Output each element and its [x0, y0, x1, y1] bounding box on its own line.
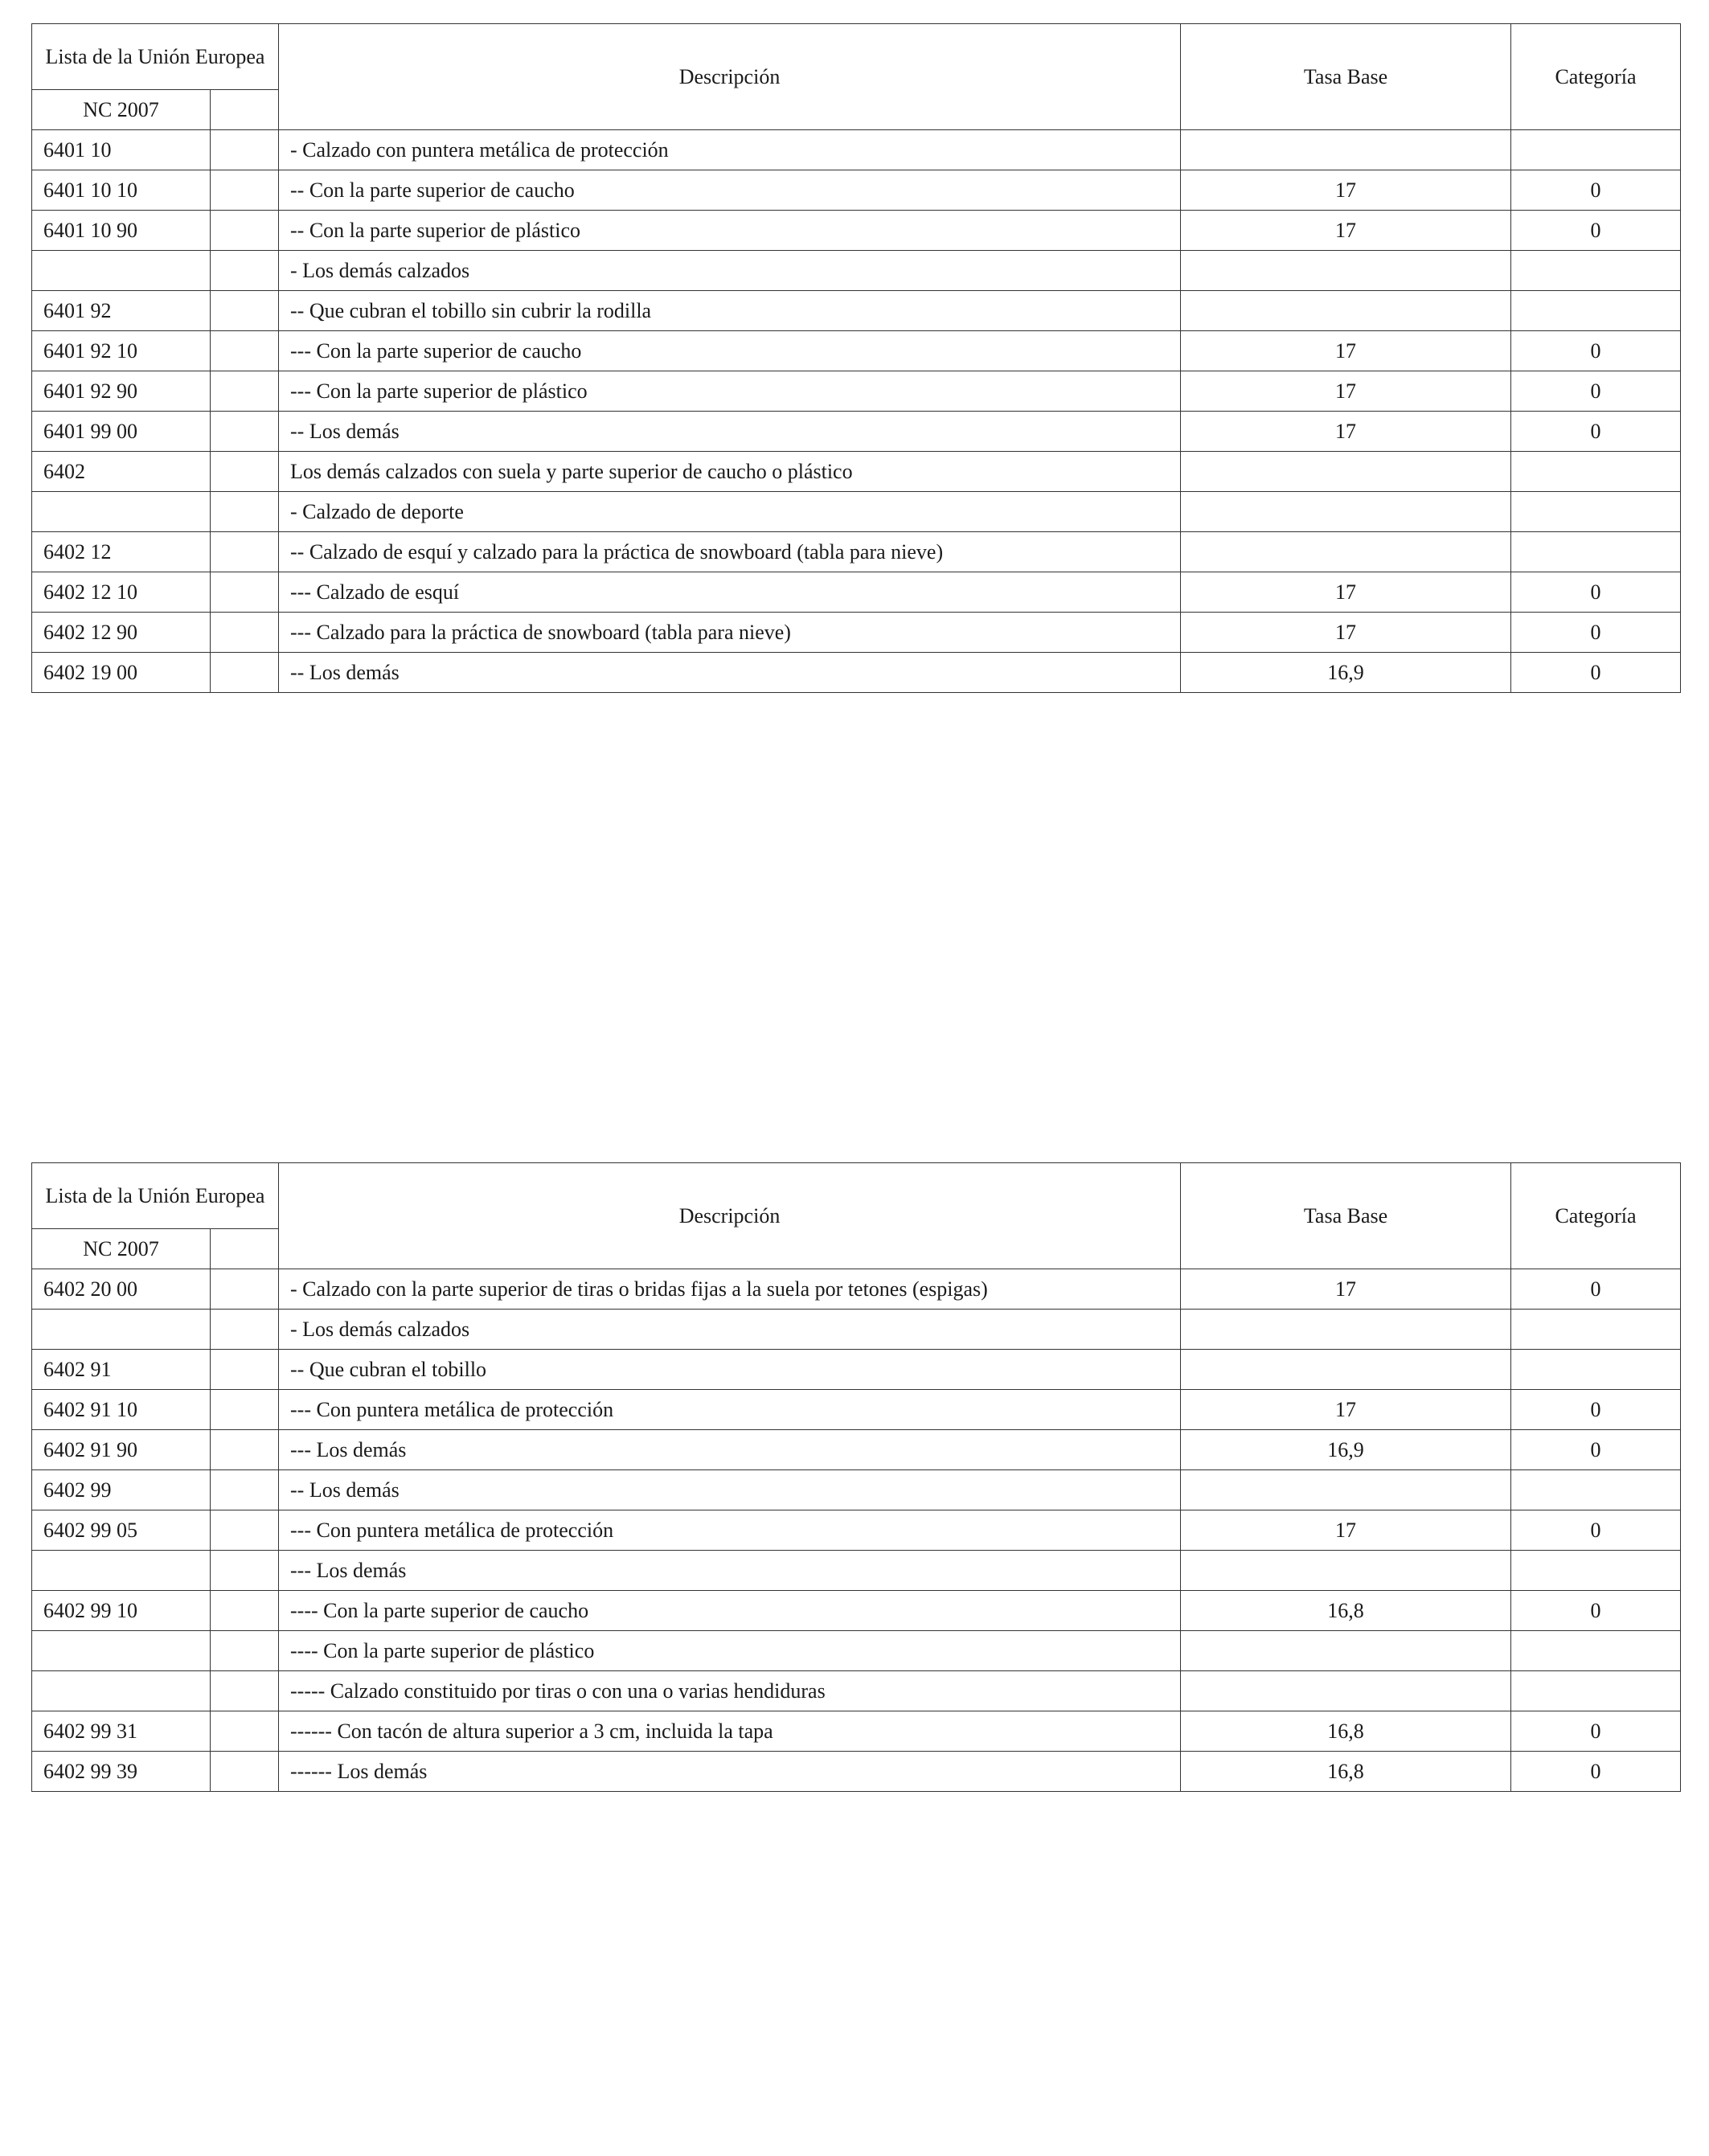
category-cell: 0 [1511, 1711, 1681, 1752]
category-cell: 0 [1511, 1752, 1681, 1792]
blank-cell [211, 1310, 279, 1350]
description-cell: -- Que cubran el tobillo [279, 1350, 1181, 1390]
base-rate-cell: 16,8 [1181, 1711, 1511, 1752]
base-rate-cell [1181, 1310, 1511, 1350]
base-rate-cell: 17 [1181, 613, 1511, 653]
nc-code-cell: 6402 91 90 [32, 1430, 211, 1470]
category-cell [1511, 1671, 1681, 1711]
base-rate-cell: 17 [1181, 1269, 1511, 1310]
nc-code-cell [32, 1631, 211, 1671]
description-cell: -- Con la parte superior de caucho [279, 170, 1181, 211]
category-cell [1511, 452, 1681, 492]
base-rate-cell [1181, 251, 1511, 291]
table-row [32, 452, 1681, 492]
blank-cell [211, 291, 279, 331]
base-rate-cell [1181, 1470, 1511, 1510]
table-row [32, 291, 1681, 331]
table-row [32, 1430, 1681, 1470]
blank-cell [211, 452, 279, 492]
nc-code-cell: 6402 12 90 [32, 613, 211, 653]
base-rate-cell: 17 [1181, 170, 1511, 211]
blank-cell [211, 653, 279, 693]
nc-code-cell: 6401 10 [32, 130, 211, 170]
description-cell: ---- Con la parte superior de plástico [279, 1631, 1181, 1671]
nc-code-cell [32, 1551, 211, 1591]
table-row [32, 1551, 1681, 1591]
category-cell: 0 [1511, 653, 1681, 693]
nc-code-cell: 6402 20 00 [32, 1269, 211, 1310]
blank-cell [211, 1470, 279, 1510]
base-rate-cell: 17 [1181, 331, 1511, 371]
base-rate-cell: 17 [1181, 1510, 1511, 1551]
base-rate-cell [1181, 291, 1511, 331]
description-header: Descripción [279, 24, 1181, 130]
nc-code-cell [32, 1671, 211, 1711]
nc-header: NC 2007 [32, 1229, 211, 1269]
table-row [32, 251, 1681, 291]
description-cell: --- Con puntera metálica de protección [279, 1390, 1181, 1430]
category-cell [1511, 1551, 1681, 1591]
description-cell: --- Los demás [279, 1551, 1181, 1591]
nc-code-cell: 6402 99 05 [32, 1510, 211, 1551]
category-cell: 0 [1511, 211, 1681, 251]
category-header: Categoría [1511, 24, 1681, 130]
base-rate-cell: 17 [1181, 211, 1511, 251]
blank-cell [211, 613, 279, 653]
category-cell [1511, 1350, 1681, 1390]
nc-code-cell: 6402 19 00 [32, 653, 211, 693]
blank-cell [211, 1390, 279, 1430]
description-cell: ------ Con tacón de altura superior a 3 cm, incluida la tapa [279, 1711, 1181, 1752]
nc-code-cell: 6402 12 10 [32, 572, 211, 613]
blank-cell [211, 1671, 279, 1711]
nc-code-cell: 6402 91 [32, 1350, 211, 1390]
category-cell: 0 [1511, 1510, 1681, 1551]
base-rate-cell: 16,8 [1181, 1591, 1511, 1631]
table-row [32, 532, 1681, 572]
nc-code-cell: 6401 10 90 [32, 211, 211, 251]
blank-cell [211, 1711, 279, 1752]
blank-cell [211, 572, 279, 613]
nc-code-cell: 6401 99 00 [32, 412, 211, 452]
table-row [32, 1671, 1681, 1711]
description-cell: - Los demás calzados [279, 1310, 1181, 1350]
base-rate-cell: 17 [1181, 412, 1511, 452]
tariff-table-2 [31, 1162, 1681, 1792]
description-cell: -- Con la parte superior de plástico [279, 211, 1181, 251]
blank-header [211, 1229, 279, 1269]
table-row [32, 331, 1681, 371]
base-rate-cell [1181, 452, 1511, 492]
nc-code-cell [32, 492, 211, 532]
nc-code-cell: 6402 91 10 [32, 1390, 211, 1430]
blank-cell [211, 1510, 279, 1551]
blank-cell [211, 331, 279, 371]
category-cell [1511, 1470, 1681, 1510]
description-cell: - Calzado con la parte superior de tiras o bridas fijas a la suela por tetones (espigas) [279, 1269, 1181, 1310]
table-row [32, 1711, 1681, 1752]
category-cell: 0 [1511, 371, 1681, 412]
category-cell: 0 [1511, 1591, 1681, 1631]
base-rate-cell [1181, 130, 1511, 170]
description-cell: --- Los demás [279, 1430, 1181, 1470]
base-rate-cell [1181, 532, 1511, 572]
table-row [32, 492, 1681, 532]
category-cell: 0 [1511, 572, 1681, 613]
tariff-table-1 [31, 23, 1681, 693]
blank-cell [211, 371, 279, 412]
nc-code-cell: 6402 99 39 [32, 1752, 211, 1792]
base-rate-cell: 16,9 [1181, 653, 1511, 693]
nc-code-cell: 6401 10 10 [32, 170, 211, 211]
category-cell [1511, 1631, 1681, 1671]
description-cell: ----- Calzado constituido por tiras o con una o varias hendiduras [279, 1671, 1181, 1711]
blank-cell [211, 1350, 279, 1390]
table-row [32, 613, 1681, 653]
table-2-body [32, 1269, 1681, 1792]
category-cell: 0 [1511, 1269, 1681, 1310]
blank-cell [211, 1430, 279, 1470]
base-rate-header: Tasa Base [1181, 24, 1511, 130]
list-header: Lista de la Unión Europea [32, 1163, 279, 1229]
nc-code-cell: 6402 99 10 [32, 1591, 211, 1631]
nc-code-cell: 6402 12 [32, 532, 211, 572]
blank-cell [211, 1591, 279, 1631]
category-cell: 0 [1511, 412, 1681, 452]
description-cell: ---- Con la parte superior de caucho [279, 1591, 1181, 1631]
blank-cell [211, 130, 279, 170]
base-rate-header: Tasa Base [1181, 1163, 1511, 1269]
category-cell: 0 [1511, 613, 1681, 653]
table-row [32, 653, 1681, 693]
table-row [32, 211, 1681, 251]
table-row [32, 1510, 1681, 1551]
table-row [32, 130, 1681, 170]
description-cell: --- Con la parte superior de plástico [279, 371, 1181, 412]
category-cell: 0 [1511, 1430, 1681, 1470]
description-cell: --- Con la parte superior de caucho [279, 331, 1181, 371]
base-rate-cell: 17 [1181, 1390, 1511, 1430]
blank-cell [211, 170, 279, 211]
nc-code-cell: 6402 [32, 452, 211, 492]
description-cell: -- Los demás [279, 412, 1181, 452]
description-cell: --- Calzado para la práctica de snowboard (tabla para nieve) [279, 613, 1181, 653]
table-row [32, 1390, 1681, 1430]
category-cell [1511, 130, 1681, 170]
table-row [32, 371, 1681, 412]
nc-code-cell: 6401 92 90 [32, 371, 211, 412]
table-row [32, 412, 1681, 452]
table-row [32, 1310, 1681, 1350]
blank-cell [211, 1631, 279, 1671]
base-rate-cell: 16,8 [1181, 1752, 1511, 1792]
blank-cell [211, 1269, 279, 1310]
base-rate-cell [1181, 1631, 1511, 1671]
description-cell: - Los demás calzados [279, 251, 1181, 291]
base-rate-cell [1181, 1551, 1511, 1591]
base-rate-cell [1181, 492, 1511, 532]
table-row [32, 1350, 1681, 1390]
category-header: Categoría [1511, 1163, 1681, 1269]
description-cell: -- Calzado de esquí y calzado para la práctica de snowboard (tabla para nieve) [279, 532, 1181, 572]
description-cell: -- Los demás [279, 653, 1181, 693]
base-rate-cell: 16,9 [1181, 1430, 1511, 1470]
table-row [32, 572, 1681, 613]
description-cell: --- Calzado de esquí [279, 572, 1181, 613]
table-row [32, 1631, 1681, 1671]
list-header: Lista de la Unión Europea [32, 24, 279, 90]
blank-cell [211, 251, 279, 291]
table-row [32, 1591, 1681, 1631]
nc-code-cell: 6402 99 [32, 1470, 211, 1510]
blank-cell [211, 412, 279, 452]
nc-code-cell: 6401 92 [32, 291, 211, 331]
description-header: Descripción [279, 1163, 1181, 1269]
table-row [32, 170, 1681, 211]
blank-header [211, 90, 279, 130]
nc-code-cell: 6401 92 10 [32, 331, 211, 371]
category-cell [1511, 251, 1681, 291]
blank-cell [211, 532, 279, 572]
base-rate-cell [1181, 1671, 1511, 1711]
description-cell: - Calzado de deporte [279, 492, 1181, 532]
category-cell [1511, 1310, 1681, 1350]
base-rate-cell [1181, 1350, 1511, 1390]
table-row [32, 1470, 1681, 1510]
description-cell: -- Los demás [279, 1470, 1181, 1510]
table-1-body [32, 130, 1681, 693]
blank-cell [211, 492, 279, 532]
description-cell: -- Que cubran el tobillo sin cubrir la rodilla [279, 291, 1181, 331]
nc-code-cell [32, 251, 211, 291]
nc-code-cell: 6402 99 31 [32, 1711, 211, 1752]
blank-cell [211, 1752, 279, 1792]
base-rate-cell: 17 [1181, 371, 1511, 412]
blank-cell [211, 1551, 279, 1591]
category-cell: 0 [1511, 331, 1681, 371]
nc-code-cell [32, 1310, 211, 1350]
nc-header: NC 2007 [32, 90, 211, 130]
category-cell: 0 [1511, 1390, 1681, 1430]
description-cell: - Calzado con puntera metálica de protección [279, 130, 1181, 170]
description-cell: ------ Los demás [279, 1752, 1181, 1792]
category-cell [1511, 291, 1681, 331]
category-cell [1511, 492, 1681, 532]
description-cell: --- Con puntera metálica de protección [279, 1510, 1181, 1551]
description-cell: Los demás calzados con suela y parte superior de caucho o plástico [279, 452, 1181, 492]
table-row [32, 1752, 1681, 1792]
blank-cell [211, 211, 279, 251]
base-rate-cell: 17 [1181, 572, 1511, 613]
category-cell: 0 [1511, 170, 1681, 211]
table-row [32, 1269, 1681, 1310]
category-cell [1511, 532, 1681, 572]
